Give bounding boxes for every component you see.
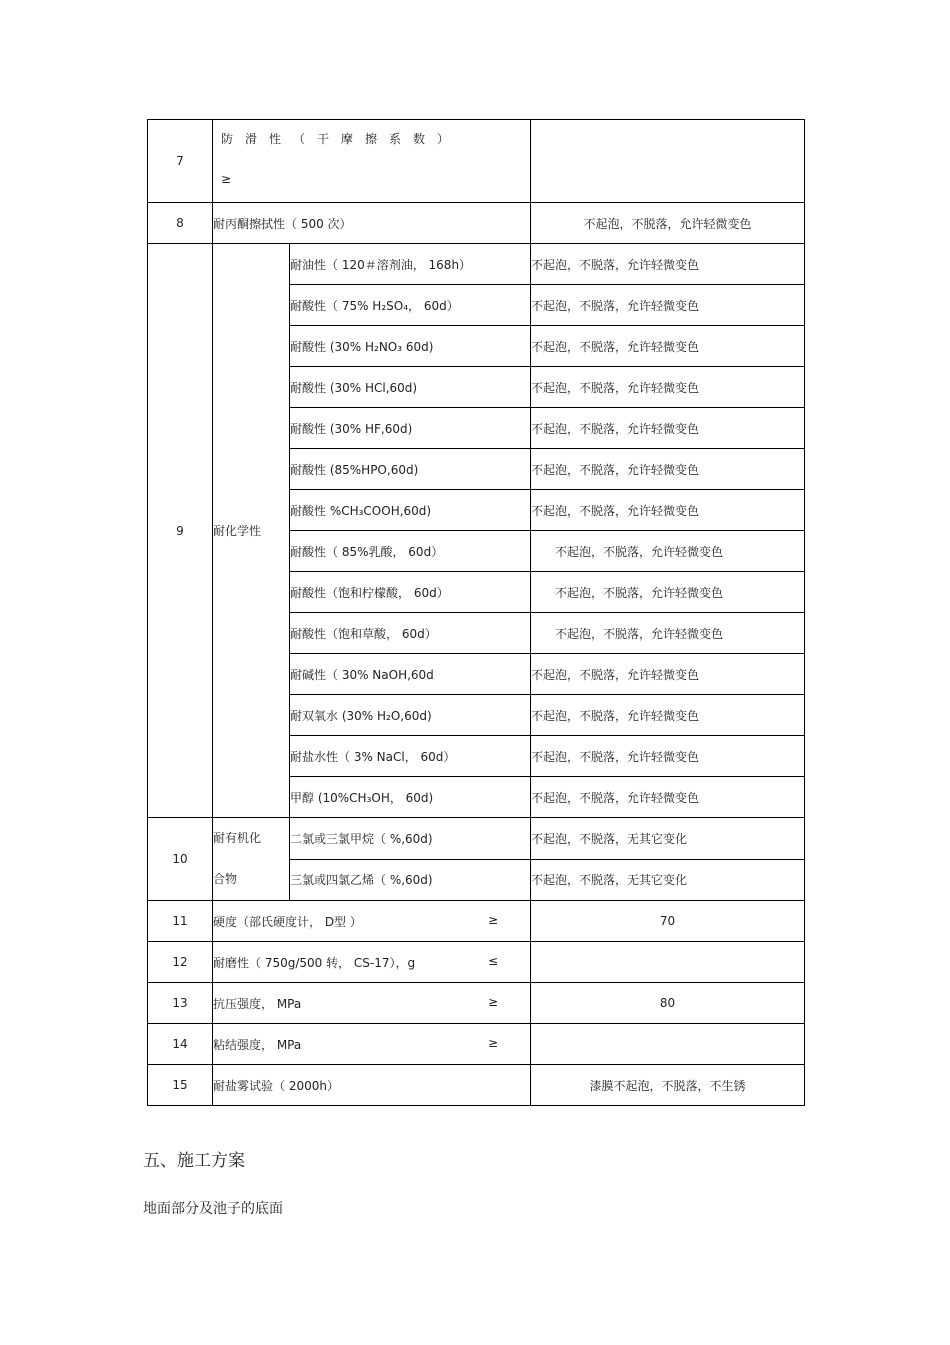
requirement-cell: 漆膜不起泡，不脱落，不生锈	[531, 1065, 805, 1106]
requirement-cell: 不起泡，不脱落，允许轻微变色	[531, 490, 805, 531]
requirement-cell: 不起泡，不脱落，允许轻微变色	[531, 203, 805, 244]
requirement-cell: 不起泡，不脱落，允许轻微变色	[531, 777, 805, 818]
requirement-cell: 不起泡，不脱落，无其它变化	[531, 818, 805, 860]
item-text: 防滑性（干摩擦系数）	[221, 132, 462, 146]
sub-item-cell: 三氯或四氯乙烯（ %,60d)	[290, 859, 531, 901]
item-cell: 耐盐雾试验（ 2000h）	[213, 1065, 531, 1106]
item-cell	[213, 983, 531, 1024]
sub-item-cell: 耐酸性 %CH₃COOH,60d)	[290, 490, 531, 531]
table-row	[148, 983, 805, 1024]
requirement-cell: 不起泡，不脱落，允许轻微变色	[531, 326, 805, 367]
table-row	[148, 120, 805, 203]
requirement-cell: 不起泡，不脱落，允许轻微变色	[531, 408, 805, 449]
row-number: 12	[148, 942, 213, 983]
item-symbol: ≥	[221, 172, 232, 186]
requirement-cell: 不起泡，不脱落，允许轻微变色	[531, 244, 805, 285]
sub-item-cell: 耐酸性（ 85%乳酸， 60d）	[290, 531, 531, 572]
requirement-cell: 80	[531, 983, 805, 1024]
requirement-cell	[531, 120, 805, 203]
requirement-cell: 不起泡，不脱落，无其它变化	[531, 859, 805, 901]
row-number: 8	[148, 203, 213, 244]
item-cell	[213, 901, 531, 942]
sub-item-cell: 耐酸性 (85%HPO,60d)	[290, 449, 531, 490]
category-line: 耐有机化	[213, 831, 262, 845]
item-text: 硬度（部氏硬度计， D型 ）	[213, 914, 362, 929]
sub-item-cell: 耐酸性（饱和柠檬酸， 60d）	[290, 572, 531, 613]
requirement-cell	[531, 942, 805, 983]
requirement-cell: 不起泡，不脱落，允许轻微变色	[531, 531, 805, 572]
spec-table	[147, 119, 805, 1106]
row-number: 13	[148, 983, 213, 1024]
requirement-cell: 不起泡，不脱落，允许轻微变色	[531, 695, 805, 736]
table-row	[148, 942, 805, 983]
item-cell: 耐丙酮擦拭性（ 500 次）	[213, 203, 531, 244]
requirement-cell: 不起泡，不脱落，允许轻微变色	[531, 367, 805, 408]
category-line: 合物	[213, 872, 238, 886]
sub-item-cell: 耐酸性 (30% HCl,60d)	[290, 367, 531, 408]
requirement-cell	[531, 1024, 805, 1065]
requirement-cell: 不起泡，不脱落，允许轻微变色	[531, 285, 805, 326]
item-text: 耐磨性（ 750g/500 转， CS-17），g	[213, 955, 416, 970]
item-cell	[213, 120, 531, 203]
table-row	[148, 203, 805, 244]
row-number: 10	[148, 818, 213, 901]
sub-item-cell: 耐酸性 (30% HF,60d)	[290, 408, 531, 449]
sub-item-cell: 耐酸性 (30% H₂NO₃ 60d)	[290, 326, 531, 367]
table-row	[148, 244, 805, 285]
item-symbol: ≥	[487, 1035, 498, 1050]
category-cell: 耐化学性	[213, 244, 290, 818]
row-number: 7	[148, 120, 213, 203]
requirement-cell: 不起泡，不脱落，允许轻微变色	[531, 613, 805, 654]
sub-item-cell: 耐双氧水 (30% H₂O,60d)	[290, 695, 531, 736]
item-cell	[213, 1024, 531, 1065]
sub-item-cell: 甲醇 (10%CH₃OH， 60d)	[290, 777, 531, 818]
item-symbol: ≥	[487, 912, 498, 927]
row-number: 15	[148, 1065, 213, 1106]
item-symbol: ≥	[487, 994, 498, 1009]
row-number: 14	[148, 1024, 213, 1065]
item-text: 抗压强度， MPa	[213, 996, 302, 1011]
paragraph: 地面部分及池子的底面	[143, 1201, 283, 1217]
category-cell	[213, 818, 290, 901]
requirement-cell: 不起泡，不脱落，允许轻微变色	[531, 572, 805, 613]
table-row	[148, 901, 805, 942]
sub-item-cell: 耐油性（ 120＃溶剂油， 168h）	[290, 244, 531, 285]
sub-item-cell: 耐酸性（饱和草酸， 60d）	[290, 613, 531, 654]
item-text: 粘结强度， MPa	[213, 1037, 302, 1052]
requirement-cell: 不起泡，不脱落，允许轻微变色	[531, 449, 805, 490]
table-row	[148, 818, 805, 860]
requirement-cell: 不起泡，不脱落，允许轻微变色	[531, 736, 805, 777]
sub-item-cell: 二氯或三氯甲烷（ %,60d)	[290, 818, 531, 860]
item-symbol: ≤	[487, 953, 498, 968]
row-number: 11	[148, 901, 213, 942]
row-number: 9	[148, 244, 213, 818]
sub-item-cell: 耐酸性（ 75% H₂SO₄， 60d）	[290, 285, 531, 326]
table-row	[148, 1065, 805, 1106]
table-row	[148, 1024, 805, 1065]
section-title: 五、施工方案	[143, 1151, 245, 1171]
sub-item-cell: 耐盐水性（ 3% NaCl， 60d）	[290, 736, 531, 777]
requirement-cell: 70	[531, 901, 805, 942]
item-cell	[213, 942, 531, 983]
requirement-cell: 不起泡，不脱落，允许轻微变色	[531, 654, 805, 695]
sub-item-cell: 耐碱性（ 30% NaOH,60d	[290, 654, 531, 695]
